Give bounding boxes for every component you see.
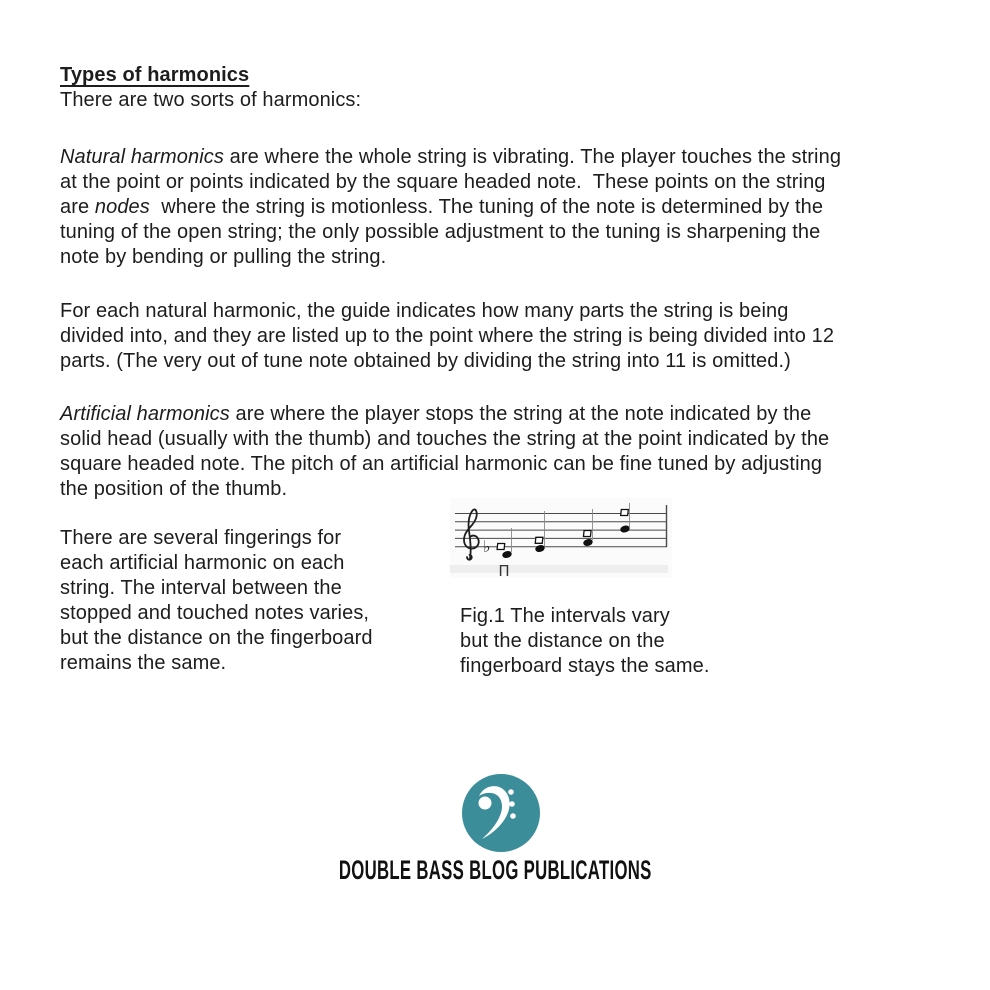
text-line: parts. (The very out of tune note obtained by dividing the string into 11 is omitted.) (60, 350, 791, 372)
text-line: string. The interval between the (60, 577, 342, 599)
figure-scan-shadow (450, 565, 668, 573)
flat-icon: ♭ (483, 537, 491, 556)
header-block (60, 63, 361, 113)
text-line: remains the same. (60, 652, 227, 674)
text-line: For each natural harmonic, the guide indicates how many parts the string is being (60, 300, 789, 322)
text-line: but the distance on the fingerboard (60, 627, 373, 649)
text-line: Fig.1 The intervals vary (460, 605, 670, 627)
text-line: but the distance on the (460, 630, 665, 652)
text-line: are nodes where the string is motionless. The tuning of the note is determined by the (60, 196, 824, 218)
paragraph-harmonic-guide (60, 299, 834, 374)
text-line: fingerboard stays the same. (460, 655, 710, 677)
text-line: There are several fingerings for (60, 527, 342, 549)
fingerings-column-text (60, 526, 373, 676)
square-harmonic-notehead (535, 537, 543, 543)
text-line: tuning of the open string; the only possible adjustment to the tuning is sharpening the (60, 221, 821, 243)
publisher-wordmark: DOUBLE BASS BLOG PUBLICATIONS (338, 855, 652, 885)
music-figure (450, 498, 675, 584)
footer (0, 855, 990, 886)
text-line: solid head (usually with the thumb) and touches the string at the point indicated by the (60, 428, 830, 450)
square-harmonic-notehead (621, 510, 629, 516)
intro-line: There are two sorts of harmonics: (60, 89, 362, 111)
square-harmonic-notehead (583, 531, 591, 537)
publisher-logo (461, 773, 541, 853)
text-line: note by bending or pulling the string. (60, 246, 387, 268)
text-line: at the point or points indicated by the square headed note. These points on the string (60, 171, 826, 193)
text-line: square headed note. The pitch of an artificial harmonic can be fine tuned by adjusting (60, 453, 823, 475)
text-line: divided into, and they are listed up to the point where the string is being divided into 12 (60, 325, 835, 347)
text-line: each artificial harmonic on each (60, 552, 345, 574)
thumb-position-symbol: Π (498, 562, 510, 580)
paragraph-artificial-harmonics (60, 402, 829, 502)
figure-caption (460, 604, 710, 679)
text-line: the position of the thumb. (60, 478, 288, 500)
document-title: Types of harmonics (60, 64, 250, 86)
text-line: stopped and touched notes varies, (60, 602, 370, 624)
text-line: Natural harmonics are where the whole string is vibrating. The player touches the string (60, 146, 842, 168)
paragraph-natural-harmonics (60, 145, 841, 270)
text-line: Artificial harmonics are where the player stops the string at the note indicated by the (60, 403, 812, 425)
square-harmonic-notehead (497, 544, 505, 550)
